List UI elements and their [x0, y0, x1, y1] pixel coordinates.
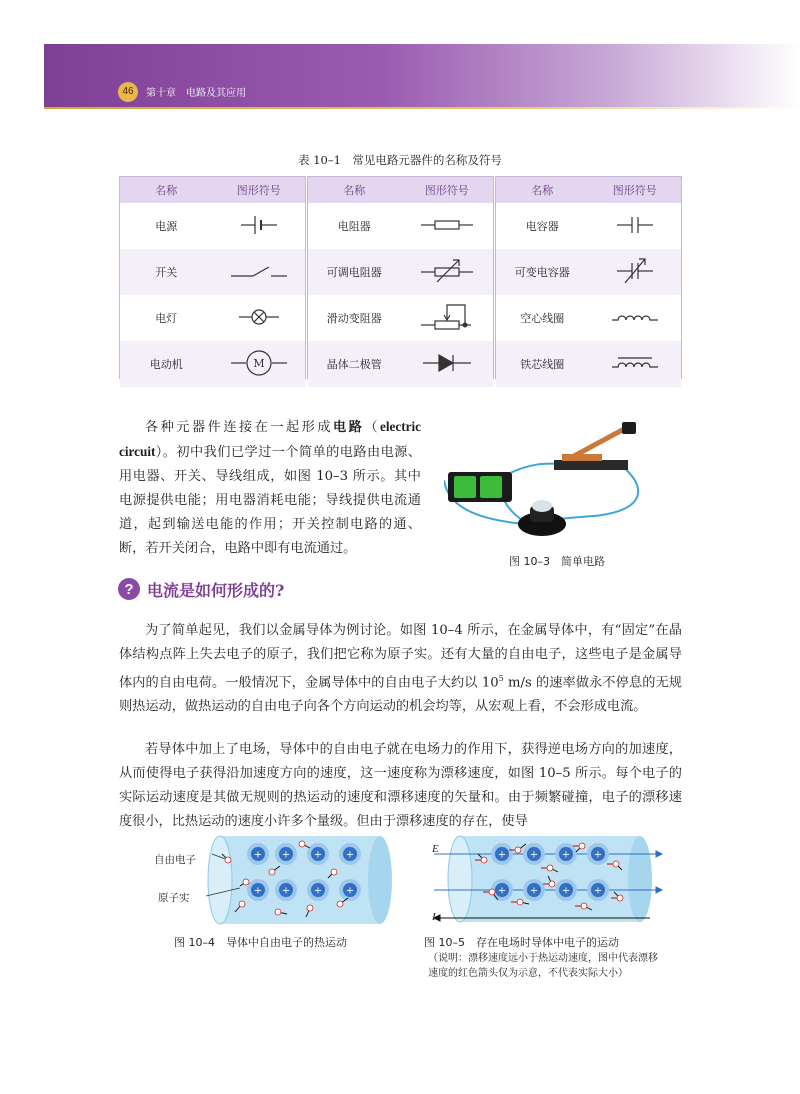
component-name: 铁芯线圈	[496, 341, 589, 387]
thermal-motion-diagram	[150, 832, 400, 932]
term-circuit-en: electric circuit	[119, 419, 422, 459]
svg-text:+: +	[529, 849, 539, 861]
label-electric-field: E	[432, 843, 439, 855]
simple-circuit-photo	[444, 420, 654, 545]
col-header-name: 名称	[120, 177, 213, 203]
air-core-coil-symbol-icon	[610, 304, 660, 330]
col-header-symbol: 图形符号	[401, 177, 494, 203]
component-name: 电源	[155, 220, 178, 233]
banner-divider	[44, 107, 800, 109]
col-header-symbol: 图形符号	[589, 177, 682, 203]
svg-text:+: +	[281, 849, 291, 861]
svg-text:+: +	[561, 849, 571, 861]
atomic-core	[275, 843, 297, 865]
svg-text:+: +	[497, 849, 507, 861]
symbol-table-group-3	[495, 176, 682, 379]
atomic-core	[247, 879, 269, 901]
lamp-symbol-icon	[237, 304, 281, 330]
variable-capacitor-symbol-icon	[615, 256, 655, 286]
svg-text:+: +	[561, 885, 571, 897]
atomic-core	[587, 843, 609, 865]
svg-text:+: +	[529, 885, 539, 897]
svg-text:+: +	[313, 849, 323, 861]
component-name: 滑动变阻器	[326, 312, 382, 325]
capacitor-symbol-icon	[615, 212, 655, 238]
motor-symbol-icon	[229, 348, 289, 378]
section-heading	[118, 577, 284, 601]
figure-10-3-caption: 图 10–3 简单电路	[509, 555, 605, 568]
atomic-core	[339, 879, 361, 901]
atomic-core	[491, 843, 513, 865]
iron-core-coil-symbol-icon	[610, 350, 660, 376]
atomic-core	[307, 879, 329, 901]
variable-resistor-symbol-icon	[419, 256, 475, 286]
label-atomic-core: 原子实	[158, 892, 190, 904]
component-name: 空心线圈	[520, 312, 565, 325]
atomic-core	[247, 843, 269, 865]
component-name: 电灯	[155, 312, 178, 325]
atomic-core	[555, 879, 577, 901]
symbol-table-group-2	[307, 176, 494, 379]
col-header-symbol: 图形符号	[213, 177, 306, 203]
col-header-name: 名称	[308, 177, 401, 203]
atomic-core	[339, 843, 361, 865]
component-name: 电阻器	[337, 220, 371, 233]
figure-10-5-caption: 图 10–5 存在电场时导体中电子的运动	[424, 936, 619, 949]
figure-10-4-caption: 图 10–4 导体中自由电子的热运动	[174, 936, 347, 949]
battery-symbol-icon	[239, 212, 279, 238]
label-free-electron: 自由电子	[154, 854, 196, 866]
figure-10-5-note: （说明：漂移速度远小于热运动速度，图中代表漂移速度的红色箭头仅为示意，不代表实际大小）	[428, 953, 658, 979]
paragraph-electric-circuit: 各种元器件连接在一起形成电路（electric circuit）。初中我们已学过一个简单的电路由电源、用电器、开关、导线组成，如图 10–3 所示。其中电源提供电能；用电器消耗电能；导线提供电流通道，起到输送电能的作用；开关控制电路的通、断，若开关闭合，电路中即有电流通过。	[119, 419, 422, 556]
component-name: 可变电容器	[496, 249, 589, 295]
diode-symbol-icon	[421, 350, 473, 376]
svg-text:+: +	[253, 885, 263, 897]
atomic-core	[307, 843, 329, 865]
table-title: 表 10–1 常见电路元器件的名称及符号	[298, 153, 502, 167]
component-name: 电容器	[525, 220, 559, 233]
question-icon: ?	[118, 578, 140, 600]
svg-text:+: +	[345, 885, 355, 897]
resistor-symbol-icon	[419, 212, 475, 238]
svg-text:+: +	[593, 849, 603, 861]
section-title: 电流是如何形成的?	[147, 580, 285, 600]
component-name: 可调电阻器	[308, 249, 401, 295]
svg-text:+: +	[345, 849, 355, 861]
col-header-name: 名称	[496, 177, 589, 203]
svg-text:+: +	[593, 885, 603, 897]
svg-text:+: +	[313, 885, 323, 897]
paragraph-metal-conductor: 为了简单起见，我们以金属导体为例讨论。如图 10–4 所示，在金属导体中，有“固定”在晶体结构点阵上失去电子的原子，我们把它称为原子实。还有大量的自由电子，这些电子是金属导体内的自由电荷。一般情况下，金属导体中的自由电子大约以 $10^5$ m/s 的速率做永不停息的无规则热运动，做热运动的自由电子向各个方向运动的机会均等，从宏观上看，不会形成电流。	[119, 623, 682, 715]
rheostat-symbol-icon	[419, 299, 475, 335]
switch-symbol-icon	[229, 258, 289, 284]
paragraph-drift-velocity: 若导体中加上了电场，导体中的自由电子就在电场力的作用下，获得逆电场方向的加速度，从而使得电子获得沿加速度方向的速度，这一速度称为漂移速度，如图 10–5 所示。每个电子的实际运动速度是其做无规则的热运动的速度和漂移速度的矢量和。由于频繁碰撞，电子的漂移速度很小，比热运动的速度小许多个量级。但由于漂移速度的存在，使导	[119, 742, 682, 829]
drift-motion-diagram	[420, 832, 670, 932]
component-name: 晶体二极管	[308, 341, 401, 387]
svg-text:+: +	[497, 885, 507, 897]
motor-letter: M	[253, 356, 265, 370]
atomic-core	[523, 843, 545, 865]
atomic-core	[587, 879, 609, 901]
svg-text:+: +	[253, 849, 263, 861]
page-number: 46	[118, 82, 138, 102]
component-name: 开关	[120, 249, 213, 295]
component-name: 电动机	[120, 341, 213, 387]
label-current: I	[432, 911, 436, 923]
term-circuit: 电路	[333, 420, 365, 435]
atomic-core	[523, 879, 545, 901]
symbol-table-group-1	[119, 176, 306, 379]
atomic-core	[275, 879, 297, 901]
chapter-title: 第十章 电路及其应用	[146, 88, 246, 99]
svg-text:+: +	[281, 885, 291, 897]
